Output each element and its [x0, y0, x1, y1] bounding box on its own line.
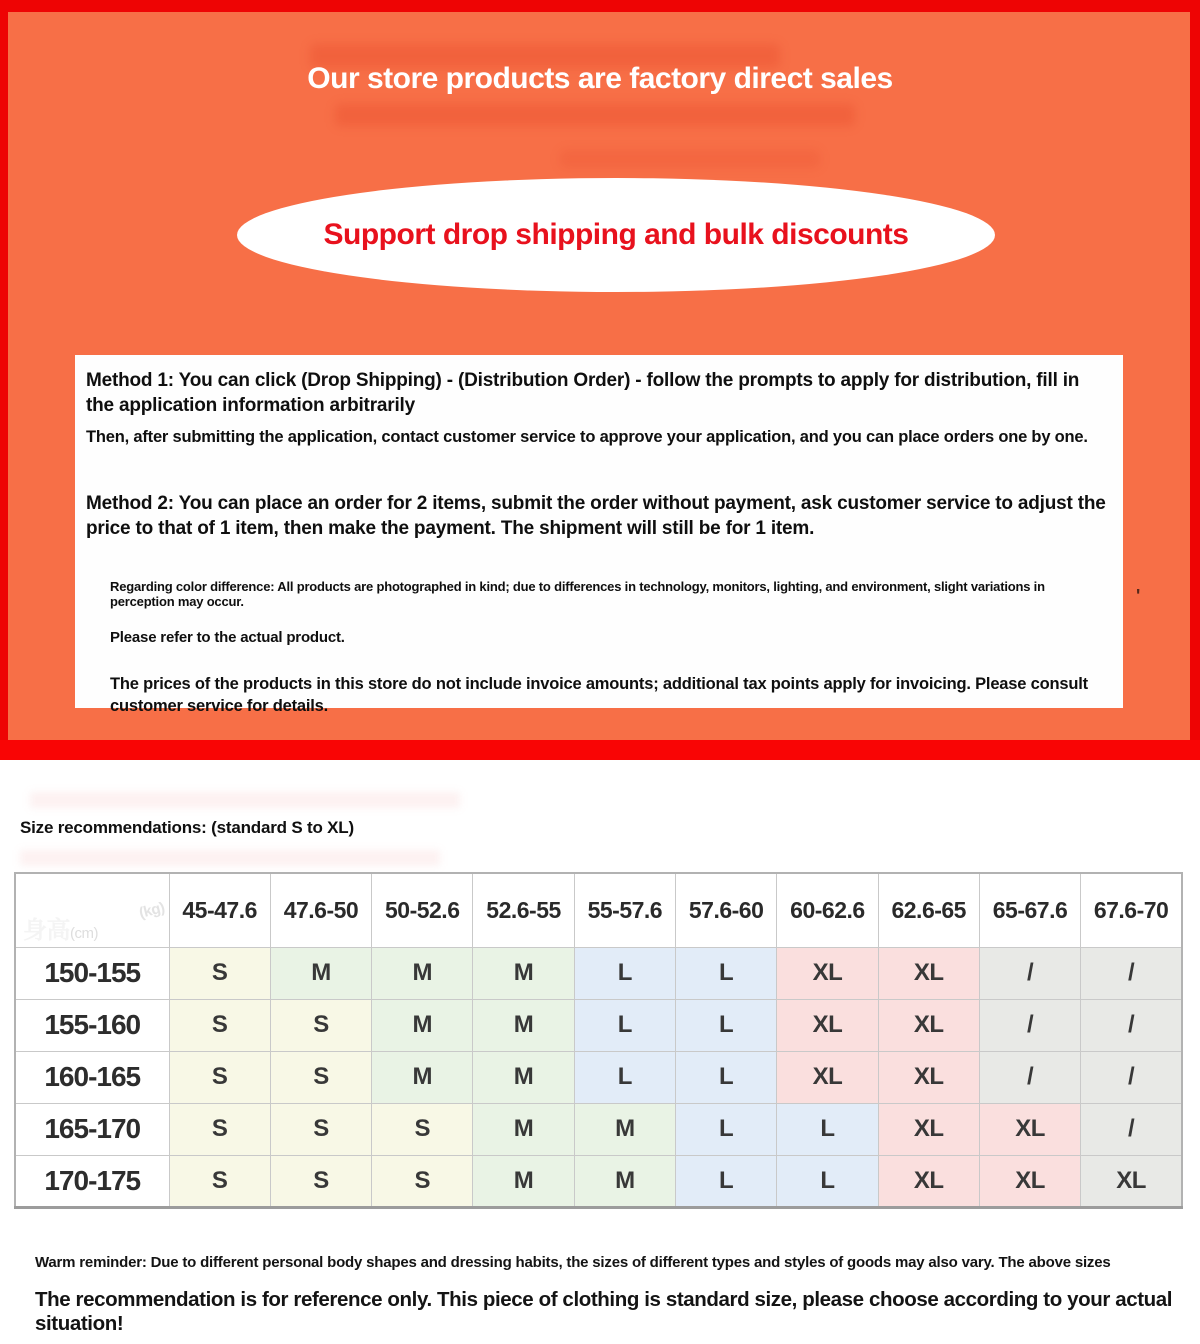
- weight-column-header: 60-62.6: [777, 873, 878, 947]
- size-section: [0, 760, 1200, 1344]
- method1-title: Method 1: You can click (Drop Shipping) - (Distribution Order) - follow the prompts to apply for distribution, fill in the application information arbitrarily: [86, 370, 1080, 417]
- size-cell: L: [675, 1051, 776, 1103]
- size-cell: S: [169, 1103, 270, 1155]
- size-cell: XL: [777, 947, 878, 999]
- size-table-corner-cell: [15, 873, 169, 947]
- size-cell: L: [574, 1051, 675, 1103]
- size-cell: M: [473, 1155, 574, 1207]
- info-box: [75, 355, 1123, 715]
- weight-column-header: 47.6-50: [270, 873, 371, 947]
- banner-border-right: [1190, 0, 1200, 740]
- size-cell: /: [1081, 1051, 1182, 1103]
- size-cell: L: [574, 947, 675, 999]
- weight-column-header: 62.6-65: [878, 873, 979, 947]
- size-table-row: [15, 1155, 1182, 1207]
- size-cell: S: [169, 1155, 270, 1207]
- size-cell: XL: [878, 947, 979, 999]
- badge-text: Support drop shipping and bulk discounts: [323, 218, 909, 251]
- size-cell: S: [372, 1103, 473, 1155]
- banner-strip-bottom: [0, 740, 1200, 760]
- size-table: [14, 872, 1183, 1209]
- size-cell: S: [169, 947, 270, 999]
- size-cell: XL: [878, 1155, 979, 1207]
- size-cell: XL: [979, 1155, 1080, 1207]
- size-cell: L: [675, 1103, 776, 1155]
- size-cell: S: [270, 999, 371, 1051]
- weight-column-header: 57.6-60: [675, 873, 776, 947]
- height-label: 身高(cm): [23, 916, 98, 944]
- height-row-header: 160-165: [15, 1051, 169, 1103]
- size-table-row: [15, 999, 1182, 1051]
- size-cell: XL: [979, 1103, 1080, 1155]
- size-cell: /: [1081, 947, 1182, 999]
- size-cell: /: [979, 947, 1080, 999]
- size-cell: M: [574, 1155, 675, 1207]
- stray-mark: ': [1136, 586, 1141, 606]
- size-table-row: [15, 1051, 1182, 1103]
- recommendation-text: The recommendation is for reference only. This piece of clothing is standard size, please choose according to your actual situation!: [35, 1288, 1173, 1335]
- size-table-header-row: [15, 873, 1182, 947]
- height-row-header: 150-155: [15, 947, 169, 999]
- height-row-header: 170-175: [15, 1155, 169, 1207]
- size-cell: L: [675, 947, 776, 999]
- size-cell: XL: [1081, 1155, 1182, 1207]
- size-cell: L: [675, 1155, 776, 1207]
- watermark-decoration: [560, 150, 820, 168]
- size-table-row: [15, 947, 1182, 999]
- size-cell: XL: [878, 1103, 979, 1155]
- method2-title: Method 2: You can place an order for 2 items, submit the order without payment, ask customer service to adjust the price to that of 1 item, then make the payment. The shipment will still be for 1 item.: [86, 492, 1106, 539]
- weight-label: Weight: [74, 879, 128, 898]
- size-cell: M: [574, 1103, 675, 1155]
- weight-column-header: 52.6-55: [473, 873, 574, 947]
- size-cell: XL: [777, 999, 878, 1051]
- size-table-body: [15, 947, 1182, 1207]
- size-cell: L: [777, 1155, 878, 1207]
- size-cell: M: [473, 947, 574, 999]
- size-cell: /: [1081, 1103, 1182, 1155]
- height-row-header: 165-170: [15, 1103, 169, 1155]
- warm-reminder-text: Warm reminder: Due to different personal body shapes and dressing habits, the sizes of different types and styles of goods may also vary. The above sizes: [35, 1254, 1111, 1271]
- banner-title: Our store products are factory direct sales: [307, 62, 893, 95]
- size-cell: M: [372, 947, 473, 999]
- drop-shipping-badge: [237, 178, 995, 292]
- size-cell: S: [372, 1155, 473, 1207]
- watermark-decoration: [20, 850, 440, 866]
- weight-column-header: 67.6-70: [1081, 873, 1182, 947]
- watermark-decoration: [335, 104, 855, 126]
- weight-column-header: 50-52.6: [372, 873, 473, 947]
- banner-border-left: [0, 0, 8, 740]
- note-color-difference: Regarding color difference: All products are photographed in kind; due to differences in technology, monitors, lighting, and environment, slight variations in perception may occur.: [110, 578, 1045, 609]
- size-cell: XL: [878, 1051, 979, 1103]
- weight-column-header: 45-47.6: [169, 873, 270, 947]
- size-cell: M: [270, 947, 371, 999]
- size-cell: /: [1081, 999, 1182, 1051]
- size-cell: M: [473, 999, 574, 1051]
- size-cell: M: [473, 1051, 574, 1103]
- size-cell: S: [270, 1103, 371, 1155]
- size-cell: /: [979, 999, 1080, 1051]
- note-refer: Please refer to the actual product.: [110, 628, 345, 646]
- note-invoice: The prices of the products in this store do not include invoice amounts; additional tax points apply for invoicing. Please consult customer service for details.: [110, 674, 1088, 715]
- weight-column-header: 55-57.6: [574, 873, 675, 947]
- height-row-header: 155-160: [15, 999, 169, 1051]
- size-cell: L: [675, 999, 776, 1051]
- size-cell: M: [372, 1051, 473, 1103]
- size-cell: XL: [878, 999, 979, 1051]
- size-cell: S: [270, 1051, 371, 1103]
- size-cell: L: [777, 1103, 878, 1155]
- size-cell: M: [473, 1103, 574, 1155]
- size-cell: M: [372, 999, 473, 1051]
- weight-column-header: 65-67.6: [979, 873, 1080, 947]
- size-heading: Size recommendations: (standard S to XL): [20, 818, 354, 837]
- banner-border-top: [0, 0, 1200, 12]
- size-cell: /: [979, 1051, 1080, 1103]
- size-cell: S: [169, 1051, 270, 1103]
- watermark-decoration: [30, 792, 460, 808]
- method1-body: Then, after submitting the application, contact customer service to approve your application, and you can place orders one by one.: [86, 428, 1088, 447]
- size-cell: S: [270, 1155, 371, 1207]
- weight-unit-label: (kg): [137, 899, 167, 922]
- size-cell: S: [169, 999, 270, 1051]
- size-table-row: [15, 1103, 1182, 1155]
- size-cell: XL: [777, 1051, 878, 1103]
- size-cell: L: [574, 999, 675, 1051]
